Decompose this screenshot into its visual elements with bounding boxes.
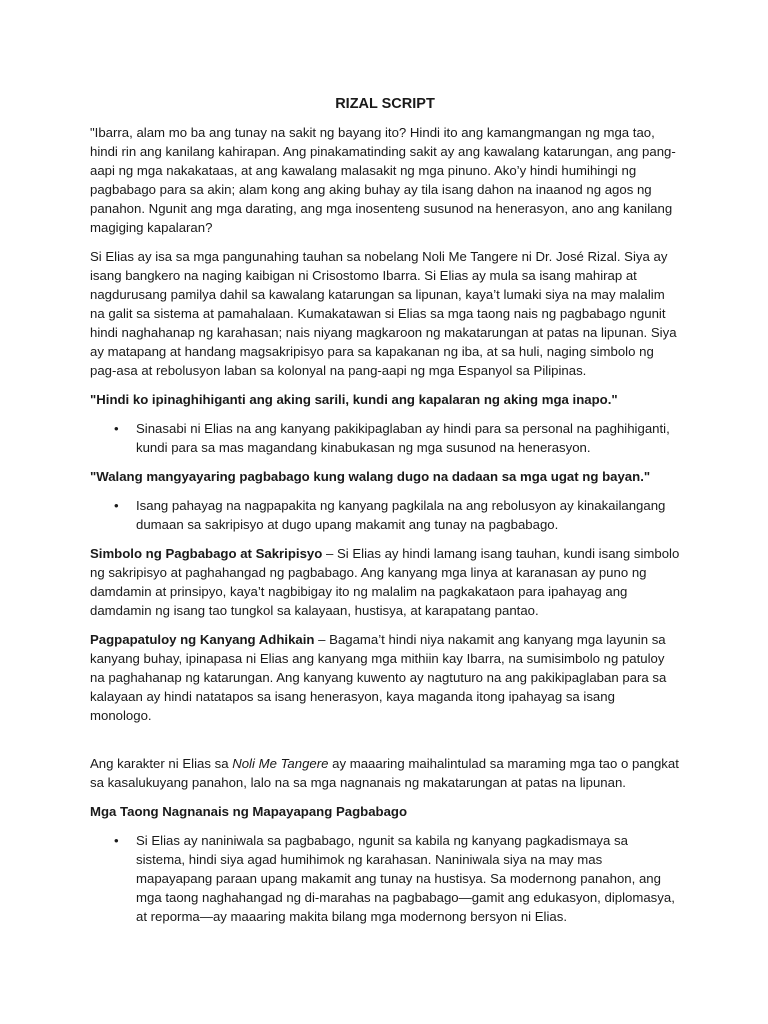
document-title: RIZAL SCRIPT — [335, 96, 435, 112]
theme-2-heading: Pagpapatuloy ng Kanyang Adhikain — [90, 632, 315, 647]
comparison-before: Ang karakter ni Elias sa — [90, 756, 233, 771]
quote-1: "Hindi ko ipinaghihiganti ang aking sarili, kundi ang kapalaran ng aking mga inapo." — [90, 392, 618, 407]
novel-title: Noli Me Tangere — [232, 756, 329, 771]
theme-1-heading: Simbolo ng Pagbabago at Sakripisyo — [90, 546, 323, 561]
comparison-paragraph — [90, 754, 680, 792]
section-heading: Mga Taong Nagnanais ng Mapayapang Pagbabago — [90, 804, 408, 819]
quote-2-bullet-list — [90, 496, 680, 534]
theme-1-paragraph — [90, 544, 680, 620]
quote-1-bullet-list — [90, 419, 680, 457]
quote-1-explanation: • Sinasabi ni Elias na ang kanyang pakikipaglaban ay hindi para sa personal na paghihiganti, kundi para sa mas magandang kinabukasan ng mga susunod na henerasyon. — [136, 419, 680, 457]
quote-2-explanation: • Isang pahayag na nagpapakita ng kanyang pagkilala na ang rebolusyon ay kinakailangang dumaan sa sakripisyo at dugo upang makamit ang tunay na pagbabago. — [136, 496, 680, 534]
elias-description-paragraph: Si Elias ay isa sa mga pangunahing tauhan sa nobelang Noli Me Tangere ni Dr. José Rizal. Siya ay isang bangkero na naging kaibigan ni Crisostomo Ibarra. Si Elias ay mula sa isang mahirap at nagdurusang pamilya dahil sa kawalang katarungan sa lipunan, kaya’t lumaki siya na may malalim na galit sa sistema at pamahalaan. Kumakatawan si Elias sa mga taong nais ng pagbabago ngunit hindi naghahanap ng karahasan; nais niyang magkaroon ng makatarungan at patas na lipunan. Siya ay matapang at handang magsakripisyo para sa kapakanan ng iba, at sa huli, naging simbolo ng pag-asa at rebolusyon laban sa kolonyal na pang-aapi ng mga Espanyol sa Pilipinas. — [90, 249, 677, 378]
section-bullet-list — [90, 831, 680, 926]
theme-2-paragraph — [90, 630, 680, 725]
quote-2: "Walang mangyayaring pagbabago kung walang dugo na dadaan sa mga ugat ng bayan." — [90, 469, 651, 484]
comparison-after: ay maaaring maihalintulad sa maraming mga tao o pangkat sa kasalukuyang panahon, lalo na sa mga nagnanais ng makatarungan at patas na lipunan. — [90, 756, 679, 790]
theme-1-body: – Si Elias ay hindi lamang isang tauhan, kundi isang simbolo ng sakripisyo at paghahangad ng pagbabago. Ang kanyang mga linya at karanasan ay puno ng damdamin at prinsipyo, kaya’t nagbibigay ito ng malalim na pagkakataon para ipahayag ang damdamin ng isang tao tungkol sa kalayaan, hustisya, at karapatang pantao. — [90, 546, 680, 618]
theme-2-body: – Bagama’t hindi niya nakamit ang kanyang mga layunin sa kanyang buhay, ipinapasa ni Elias ang kanyang mga mithiin kay Ibarra, na sumisimbolo ng patuloy na paghahanap ng katarungan. Ang kanyang kuwento ay nagtuturo na ang pakikipaglaban para sa kalayaan ay hindi natatapos sa isang henerasyon, kaya maganda itong ipahayag sa isang monologo. — [90, 632, 667, 723]
document-page — [90, 90, 680, 936]
intro-monologue-paragraph: "Ibarra, alam mo ba ang tunay na sakit ng bayang ito? Hindi ito ang kamangmangan ng mga tao, hindi rin ang kanilang kahirapan. Ang pinakamatinding sakit ay ang kawalang katarungan, ang pang-aapi ng mga nakakataas, at ang kawalang malasakit ng mga pinuno. Ako’y hindi humihingi ng pagbabago para sa akin; alam kong ang aking buhay ay tila isang dahon na inaanod ng agos ng panahon. Ngunit ang mga darating, ang mga inosenteng susunod na henerasyon, ano ang kanilang magiging kapalaran? — [90, 125, 676, 235]
section-bullet-item: • Si Elias ay naniniwala sa pagbabago, ngunit sa kabila ng kanyang pagkadismaya sa sistema, hindi siya agad humihimok ng karahasan. Naniniwala siya na may mas mapayapang paraan upang makamit ang tunay na hustisya. Sa modernong panahon, ang mga taong naghahangad ng di-marahas na pagbabago—gamit ang edukasyon, diplomasya, at reporma—ay maaaring makita bilang mga modernong bersyon ni Elias. — [136, 831, 680, 926]
blank-line — [90, 735, 680, 754]
